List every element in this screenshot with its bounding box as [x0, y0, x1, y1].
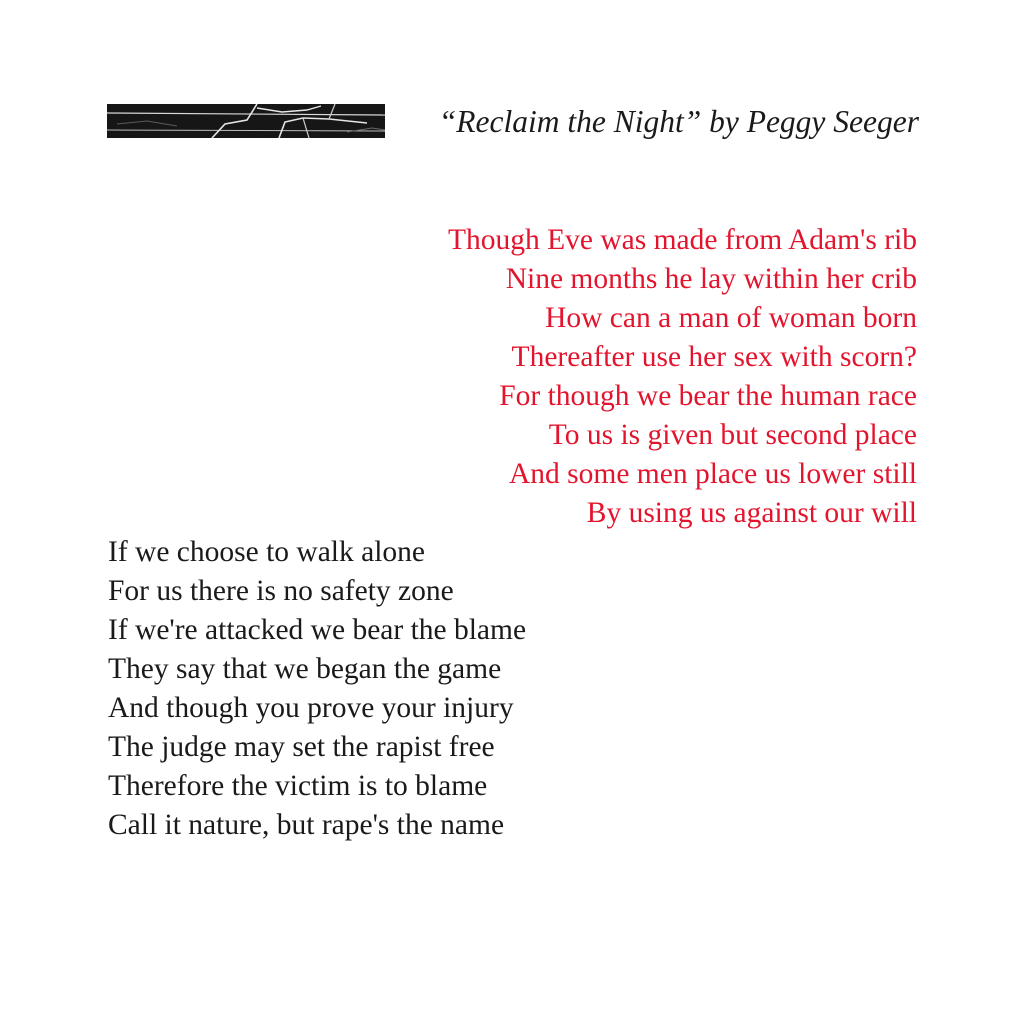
poem-title: “Reclaim the Night” by Peggy Seeger: [438, 104, 919, 139]
poem-line: Call it nature, but rape's the name: [108, 809, 505, 841]
poem-line: If we're attacked we bear the blame: [108, 614, 527, 646]
poem-line: For though we bear the human race: [499, 380, 917, 412]
stanza-red: [448, 221, 917, 533]
poem-line: By using us against our will: [586, 497, 917, 529]
poem-line: The judge may set the rapist free: [108, 731, 495, 763]
poem-line: Though Eve was made from Adam's rib: [447, 224, 917, 256]
poem-line: Nine months he lay within her crib: [505, 263, 917, 295]
poem-line: For us there is no safety zone: [108, 575, 454, 607]
header: [107, 100, 919, 144]
woodcut-lines-icon: [107, 104, 385, 138]
poem-line: Therefore the victim is to blame: [108, 770, 488, 802]
poem-line: If we choose to walk alone: [108, 536, 426, 568]
poem-line: And some men place us lower still: [508, 458, 917, 490]
poem-line: And though you prove your injury: [108, 692, 514, 724]
stanza-black: [108, 533, 526, 845]
woodcut-banner-image: [107, 104, 385, 138]
poem-line: How can a man of woman born: [545, 302, 917, 334]
poem-line: To us is given but second place: [548, 419, 917, 451]
poem-line: Thereafter use her sex with scorn?: [511, 341, 917, 373]
poem-line: They say that we began the game: [108, 653, 502, 685]
